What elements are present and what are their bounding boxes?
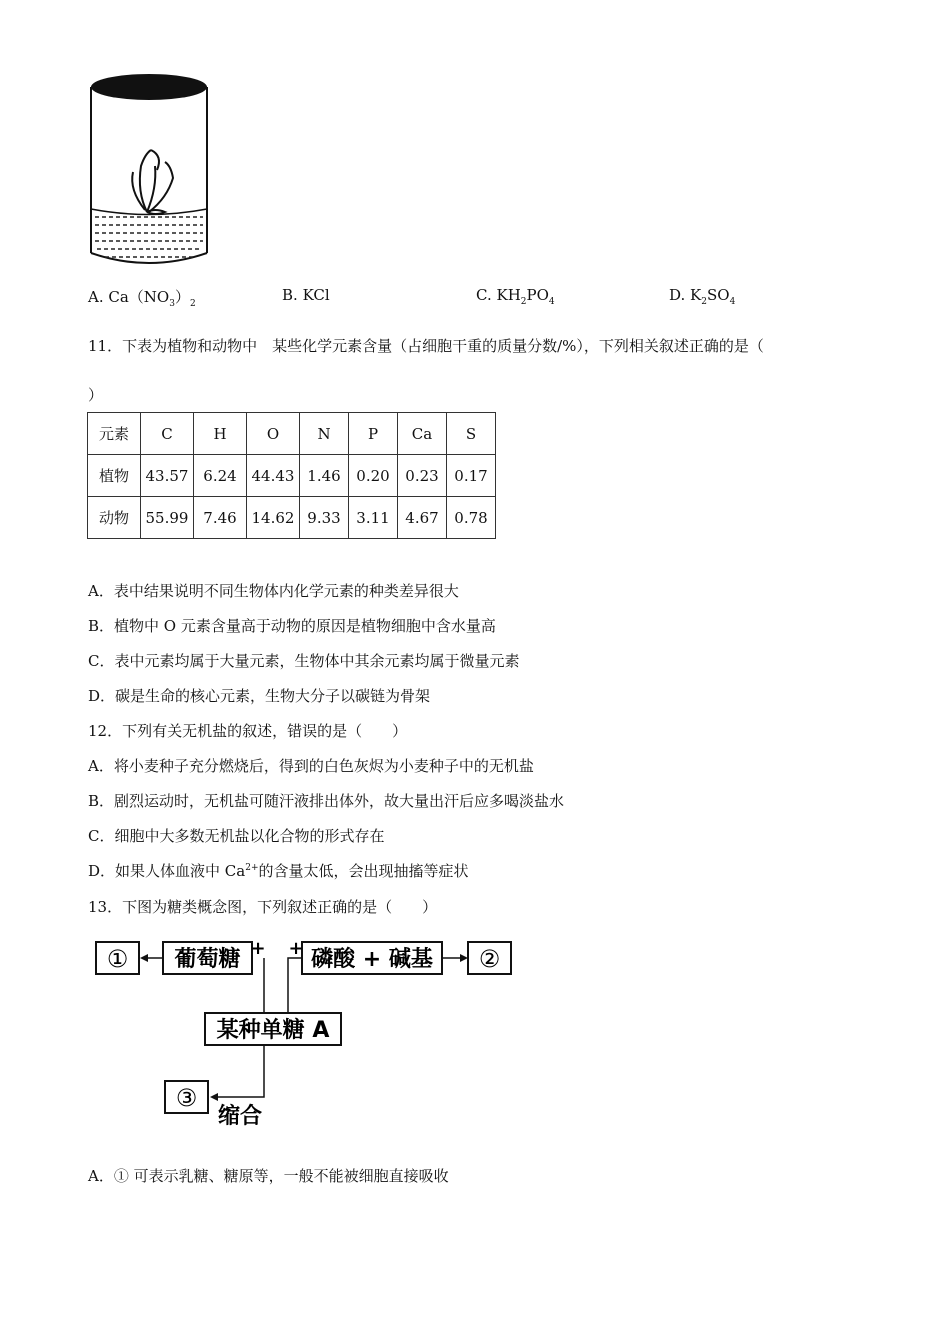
table-row xyxy=(88,497,496,539)
table-cell: 植物 xyxy=(88,455,141,497)
q11-stem-end: ） xyxy=(88,386,104,404)
element-content-table xyxy=(87,412,496,539)
table-cell: 9.33 xyxy=(300,497,349,539)
q11-option-d[interactable]: D．碳是生命的核心元素，生物大分子以碳链为骨架 xyxy=(88,687,431,705)
plus-sign-1: + xyxy=(250,938,266,959)
table-row xyxy=(88,455,496,497)
sugar-concept-diagram xyxy=(90,935,520,1135)
table-cell: P xyxy=(349,413,398,455)
monosaccharide-a-label: 某种单糖 A xyxy=(216,1018,330,1043)
q13-option-a[interactable]: A．① 可表示乳糖、糖原等，一般不能被细胞直接吸收 xyxy=(88,1167,449,1185)
table-cell: 0.20 xyxy=(349,455,398,497)
q12-stem: 12．下列有关无机盐的叙述，错误的是（ ） xyxy=(88,722,408,740)
table-cell: 6.24 xyxy=(194,455,247,497)
q10-option-c[interactable]: C. $KH_2PO_4$ xyxy=(476,286,555,307)
box-3-label: ③ xyxy=(175,1084,198,1112)
q12-option-c[interactable]: C．细胞中大多数无机盐以化合物的形式存在 xyxy=(88,827,385,845)
table-cell: 44.43 xyxy=(247,455,300,497)
table-cell: 14.62 xyxy=(247,497,300,539)
table-cell: 43.57 xyxy=(141,455,194,497)
q11-stem: 11．下表为植物和动物中 某些化学元素含量（占细胞干重的质量分数/%），下列相关叙述正确的是（ xyxy=(88,337,764,355)
table-cell: 1.46 xyxy=(300,455,349,497)
table-cell: 4.67 xyxy=(398,497,447,539)
q10-option-a[interactable]: A. $Ca(NO_3)_2$ xyxy=(88,288,196,309)
glucose-label: 葡萄糖 xyxy=(174,947,241,972)
q10-option-b[interactable]: B. KCl xyxy=(282,286,330,304)
q12-option-d[interactable]: D．如果人体血液中 $Ca^{2+}$的含量太低，会出现抽搐等症状 xyxy=(88,862,469,880)
table-cell: 0.23 xyxy=(398,455,447,497)
beaker-illustration xyxy=(85,70,215,275)
table-cell: O xyxy=(247,413,300,455)
table-cell: 7.46 xyxy=(194,497,247,539)
table-cell: 0.78 xyxy=(447,497,496,539)
q12-option-b[interactable]: B．剧烈运动时，无机盐可随汗液排出体外，故大量出汗后应多喝淡盐水 xyxy=(88,792,565,810)
table-cell: C xyxy=(141,413,194,455)
box-2-label: ② xyxy=(478,945,501,973)
table-cell: 0.17 xyxy=(447,455,496,497)
table-cell: N xyxy=(300,413,349,455)
q11-option-c[interactable]: C．表中元素均属于大量元素，生物体中其余元素均属于微量元素 xyxy=(88,652,520,670)
table-cell: H xyxy=(194,413,247,455)
table-cell: 元素 xyxy=(88,413,141,455)
table-cell: 3.11 xyxy=(349,497,398,539)
q11-option-a[interactable]: A．表中结果说明不同生物体内化学元素的种类差异很大 xyxy=(88,582,459,600)
table-cell: Ca xyxy=(398,413,447,455)
table-cell: S xyxy=(447,413,496,455)
condensation-label: 缩合 xyxy=(217,1104,263,1129)
q11-option-b[interactable]: B．植物中 O 元素含量高于动物的原因是植物细胞中含水量高 xyxy=(88,617,496,635)
phosphate-base-label: 磷酸 + 碱基 xyxy=(311,947,433,972)
box-1-label: ① xyxy=(106,945,129,973)
q13-stem: 13．下图为糖类概念图，下列叙述正确的是（ ） xyxy=(88,898,438,916)
plus-sign-2: + xyxy=(288,938,304,959)
table-cell: 55.99 xyxy=(141,497,194,539)
table-header-row xyxy=(88,413,496,455)
q10-option-d[interactable]: D. $K_2SO_4$ xyxy=(669,286,736,307)
table-cell: 动物 xyxy=(88,497,141,539)
q12-option-a[interactable]: A．将小麦种子充分燃烧后，得到的白色灰烬为小麦种子中的无机盐 xyxy=(88,757,534,775)
q10-options xyxy=(0,286,950,309)
